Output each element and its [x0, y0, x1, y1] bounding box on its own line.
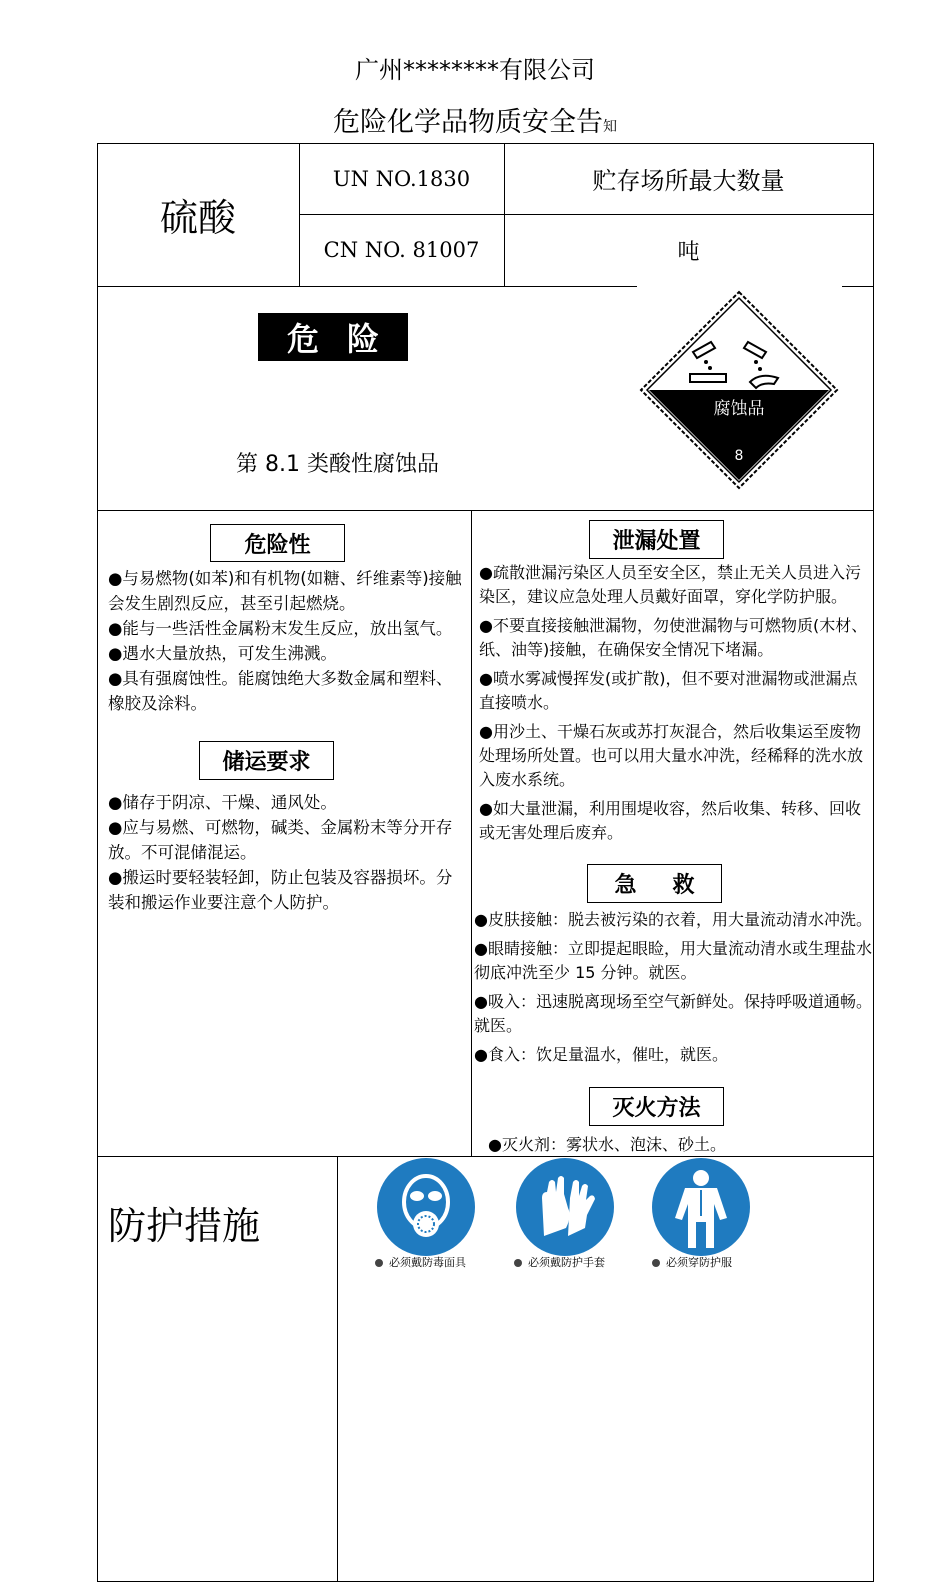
signal-word-char-2: 险: [347, 320, 380, 358]
protection-title: 防护措施: [108, 1204, 261, 1248]
storage-item: ●储存于阴凉、干燥、通风处。: [108, 793, 337, 812]
hazard-item: ●具有强腐蚀性。能腐蚀绝大多数金属和塑料、橡胶及涂料。: [108, 669, 453, 713]
hazard-item: ●与易燃物(如苯)和有机物(如糖、纤维素等)接触会发生剧烈反应，甚至引起燃烧。: [108, 569, 462, 613]
hazard-item: ●遇水大量放热，可发生沸溅。: [108, 644, 337, 663]
company-name: 广州********有限公司: [355, 56, 595, 84]
first-aid-item: ●吸入：迅速脱离现场至空气新鲜处。保持呼吸道通畅。就医。: [474, 992, 872, 1035]
storage-section-title: 储运要求: [199, 741, 334, 780]
max-storage-unit: 吨: [677, 239, 700, 265]
document-title-main: 危险化学品物质安全告: [333, 107, 603, 138]
protective-suit-icon: [652, 1158, 750, 1256]
corrosive-pictogram: [638, 290, 840, 490]
protective-suit-caption: 必须穿防护服: [652, 1254, 732, 1270]
leak-item: ●如大量泄漏，利用围堤收容，然后收集、转移、回收或无害处理后废弃。: [479, 799, 861, 842]
first-aid-section-title: [587, 864, 722, 903]
un-number: UN NO.1830: [332, 166, 471, 191]
corrosive-icon: [638, 290, 840, 490]
leak-item: ●用沙土、干燥石灰或苏打灰混合，然后收集运至废物处理场所处置。也可以用大量水冲洗，经稀释的洗水放入废水系统。: [479, 722, 864, 789]
first-aid-item: ●眼睛接触：立即提起眼睑，用大量流动清水或生理盐水彻底冲洗至少 15 分钟。就医。: [474, 939, 872, 982]
document-title-suffix: 知: [603, 119, 617, 135]
gloves-caption: 必须戴防护手套: [514, 1254, 605, 1270]
gloves-icon: [516, 1158, 614, 1256]
storage-item: ●应与易燃、可燃物，碱类、金属粉末等分开存放。不可混储混运。: [108, 818, 453, 862]
storage-item: ●搬运时要轻装轻卸，防止包装及容器损坏。分装和搬运作业要注意个人防护。: [108, 868, 453, 912]
first-aid-item: ●食入：饮足量温水，催吐，就医。: [474, 1045, 728, 1064]
document-title: [0, 100, 950, 139]
fire-item: ●灭火剂：雾状水、泡沫、砂土。: [488, 1135, 726, 1154]
cn-number: CN NO. 81007: [323, 238, 480, 262]
leak-item: ●喷水雾减慢挥发(或扩散)，但不要对泄漏物或泄漏点直接喷水。: [479, 669, 858, 712]
hazard-list: [108, 566, 468, 716]
gas-mask-icon: [377, 1158, 475, 1256]
fire-section-title: 灭火方法: [589, 1087, 724, 1126]
storage-list: [108, 790, 468, 915]
first-aid-title-char-1: 急: [614, 873, 637, 898]
hazard-item: ●能与一些活性金属粉末发生反应，放出氢气。: [108, 619, 453, 638]
pictogram-label: 腐蚀品: [713, 399, 765, 419]
first-aid-list: [474, 908, 872, 1072]
leak-item: ●不要直接接触泄漏物，勿使泄漏物与可燃物质(木材、纸、油等)接触，在确保安全情况下堵漏。: [479, 616, 868, 659]
hazard-section-title: 危险性: [210, 524, 345, 562]
first-aid-title-char-2: 救: [672, 873, 695, 898]
leak-section-title: 泄漏处置: [589, 520, 724, 559]
leak-list: [479, 561, 871, 850]
signal-word-char-1: 危: [286, 320, 319, 358]
pictogram-class: 8: [734, 448, 744, 464]
gas-mask-caption: 必须戴防毒面具: [375, 1254, 466, 1270]
hazard-class-text: 第 8.1 类酸性腐蚀品: [236, 452, 439, 477]
leak-item: ●疏散泄漏污染区人员至安全区，禁止无关人员进入污染区，建议应急处理人员戴好面罩，穿化学防护服。: [479, 563, 861, 606]
signal-word-danger: [258, 313, 408, 361]
max-storage-label: 贮存场所最大数量: [592, 167, 785, 195]
chemical-name: 硫酸: [159, 196, 236, 240]
first-aid-item: ●皮肤接触：脱去被污染的衣着，用大量流动清水冲洗。: [474, 910, 872, 929]
